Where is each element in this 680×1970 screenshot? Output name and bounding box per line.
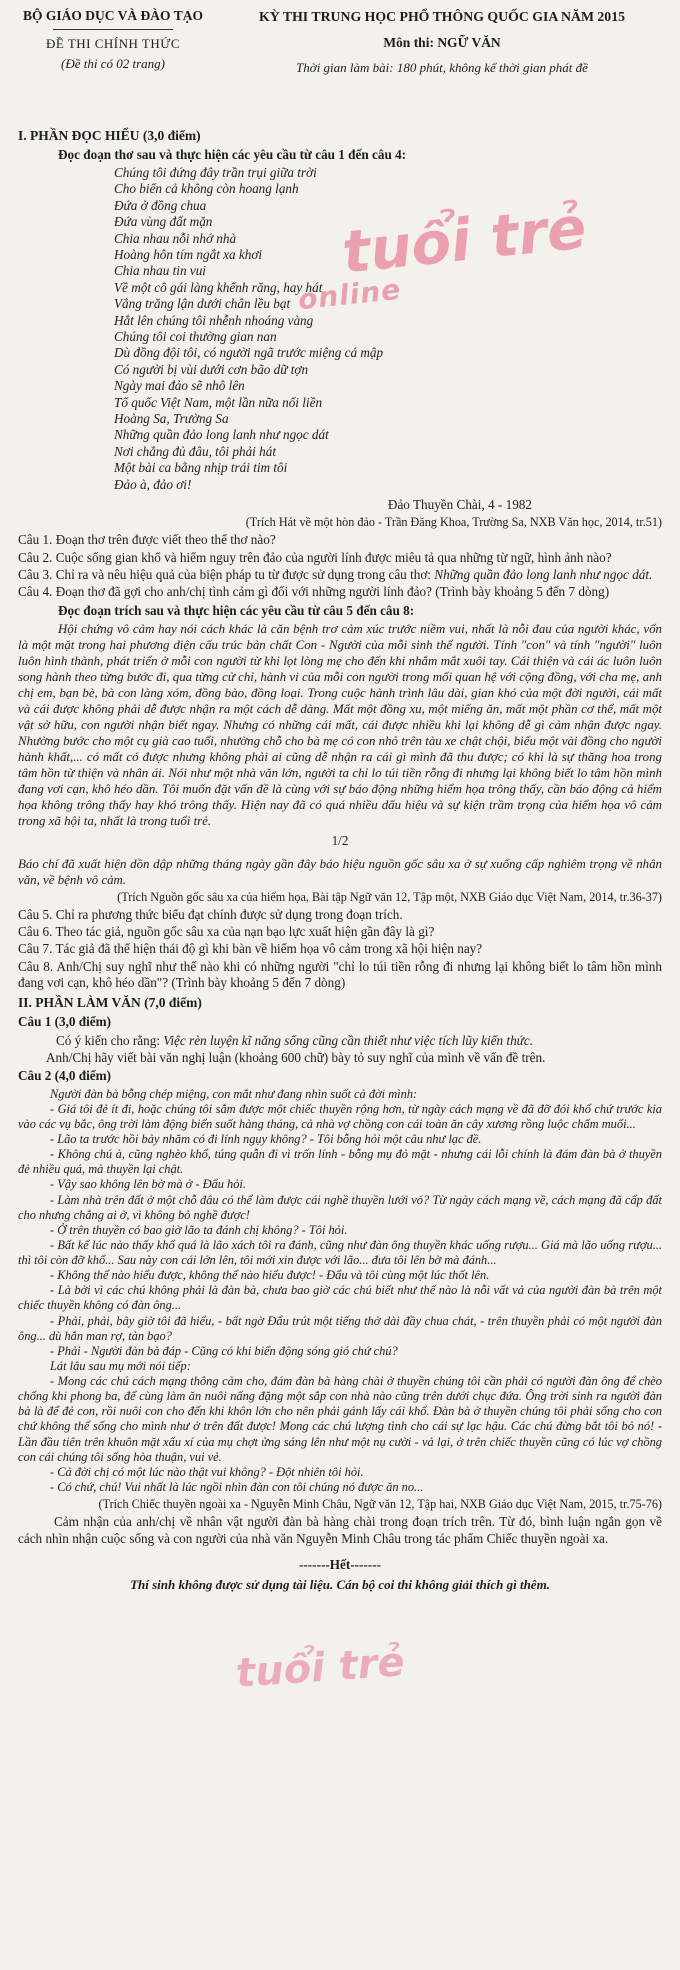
story-paragraph: Lát lâu sau mụ mới nói tiếp:	[50, 1358, 191, 1373]
poem-line: Dù đồng đội tôi, có người ngã trước miệng cá mập	[114, 345, 384, 361]
story-paragraph: - Vậy sao không lên bờ mà ở - Đẩu hỏi.	[50, 1177, 246, 1192]
story-excerpt	[18, 1087, 662, 1495]
question-6: Câu 6. Theo tác giả, nguồn gốc sâu xa của nạn bạo lực xuất hiện gần đây là gì?	[18, 924, 435, 940]
story-paragraph: - Có chứ, chú! Vui nhất là lúc ngồi nhìn đàn con tôi chúng nó được ăn no...	[50, 1479, 424, 1494]
ministry-name: BỘ GIÁO DỤC VÀ ĐÀO TẠO	[23, 8, 203, 23]
story-paragraph: - Lão ta trước hồi bảy nhăm có đi lính ngụy không? - Tôi bỗng hỏi một câu như lạc đề.	[50, 1132, 482, 1147]
question-8: Câu 8. Anh/Chị suy nghĩ như thế nào khi có những người "chỉ lo túi tiền rỗng đi nhưng lại không biết lo tâm hồn mình đang vơi cạn, khô héo dần"? (Trình bày khoảng 5 đến 7 dòng)	[18, 958, 662, 991]
story-paragraph: - Không thể nào hiểu được, không thể nào hiểu được! - Đẩu và tôi cùng một lúc thốt lên.	[50, 1268, 490, 1283]
question-4: Câu 4. Đoạn thơ đã gợi cho anh/chị tình cảm gì đối với những người lính đảo? (Trình bày khoảng 5 đến 7 dòng)	[18, 584, 610, 600]
question-7: Câu 7. Tác giả đã thể hiện thái độ gì khi bàn về hiểm họa vô cảm trong xã hội hiện nay?	[18, 941, 483, 957]
essay-1-title: Câu 1 (3,0 điểm)	[18, 1014, 112, 1030]
exam-title: KỲ THI TRUNG HỌC PHỔ THÔNG QUỐC GIA NĂM 2015	[258, 9, 626, 24]
essay-1-quote: Việc rèn luyện kĩ năng sống cũng cần thiết như việc tích lũy kiến thức.	[163, 1032, 534, 1048]
story-paragraph: - Giá tôi đẻ ít đi, hoặc chúng tôi sắm được một chiếc thuyền rộng hơn, từ ngày cách mạng về đã đỡ đói khổ chứ trước kia vào các vụ bắc, ông trời làm động biển suốt hàng tháng, cả nhà vợ chồng con cái toàn ăn cây xương rồng luộc chấm muối...	[18, 1101, 662, 1131]
exam-note: Thí sinh không được sử dụng tài liệu. Cán bộ coi thi không giải thích gì thêm.	[130, 1577, 550, 1593]
poem-line: Cho biển cả không còn hoang lạnh	[114, 181, 299, 197]
essay-2-task: Cảm nhận của anh/chị về nhân vật người đàn bà hàng chài trong đoạn trích trên. Từ đó, bình luận ngắn gọn về cách nhìn nhận cuộc sống và con người của nhà văn Nguyễn Minh Châu trong tác phẩm Chiếc thuyền ngoài xa.	[18, 1514, 662, 1546]
poem-line: Một bài ca bằng nhịp trái tim tôi	[114, 460, 288, 476]
story-paragraph: - Bất kể lúc nào thấy khổ quá là lão xách tôi ra đánh, cũng như đàn ông thuyền khác uống rượu... Giá mà lão uống rượu... thì tôi còn đỡ khổ... Sau này con cái lớn lên, tôi mới xin được với lão... đưa tôi lên bờ mà đánh...	[18, 1237, 662, 1268]
poem-line: Có người bị vùi dưới cơn bão dữ tợn	[114, 361, 309, 377]
exam-header	[18, 6, 662, 124]
part2-title: II. PHẦN LÀM VĂN (7,0 điểm)	[18, 995, 202, 1011]
essay-2-title: Câu 2 (4,0 điểm)	[18, 1068, 112, 1084]
prose-excerpt: Hội chứng vô cảm hay nói cách khác là căn bệnh trơ cảm xúc trước niềm vui, nhất là nỗi đau của người khác, vốn là một mặt trong hai phương diện cấu trúc bản chất Con - Người của mỗi sinh thể người. Tính "con" và tính "người" luôn luôn hình thành, phát triển ở mỗi con người từ khi lọt lòng mẹ cho đến khi nhắm mắt xuôi tay. Cái thiện và cái ác luôn luôn song hành theo từng bước đi, qua từng cử chỉ, hành vi của mỗi con người trong mối quan hệ với cộng đồng, với cha mẹ, anh chị em, bạn bè, bà con làng xóm, đồng bào, đồng loại. Trong cuộc hành trình lâu dài, gian khó của một đời người, cái mất và cái được không phải dễ được nhận ra một cách dễ dàng. Mất một đồng xu, một miếng ăn, mất một phần cơ thể, mất một vật sở hữu, con người nhận biết ngay. Nhưng có những cái mất, cái được nhiều khi lại không dễ gì cảm nhận được ngay. Nhường bước cho một cụ già cao tuổi, nhường chỗ cho bà mẹ có con nhỏ trên tàu xe chật chội, biếu một vài đồng cho người hành khất,... có mất có được nhưng không phải ai cũng dễ nhận ra cái gì mình đã thu được; có khi là sự thăng hoa trong tâm hồn từ thiện và nhân ái. Nói như một nhà văn lớn, người ta chỉ lo túi tiền rỗng đi nhưng lại không biết lo tâm hồn mình đang vơi cạn, khô héo dần. Tôi muốn đặt vấn đề là cùng với sự báo động những hiểm họa trông thấy, cần báo động cả hiểm họa không trông thấy hay khó trông thấy. Hiện nay đã có quá nhiều dấu hiệu và sự kiện trầm trọng của hiểm họa vô cảm trong xã hội ta, nhất là trong tuổi trẻ.	[18, 622, 662, 829]
poem-line: Nơi chẳng đủ đâu, tôi phải hát	[114, 443, 276, 459]
poem-line: Những quần đảo long lanh như ngọc dát	[114, 427, 329, 443]
poem-line: Tổ quốc Việt Nam, một lần nữa nối liền	[114, 394, 323, 410]
story-paragraph: - Cả đời chị có một lúc nào thật vui không? - Đột nhiên tôi hỏi.	[50, 1464, 364, 1479]
poem-line: Hoàng hôn tím ngắt xa khơi	[114, 247, 263, 263]
poem-line: Hắt lên chúng tôi nhễnh nhoáng vàng	[114, 312, 314, 328]
question-3-text: Câu 3. Chỉ ra và nêu hiệu quả của biện pháp tu từ được sử dụng trong câu thơ:	[18, 567, 435, 583]
poem-line: Chúng tôi đứng đây trần trụi giữa trời	[114, 165, 317, 181]
part1-title: I. PHẦN ĐỌC HIỂU (3,0 điểm)	[18, 128, 201, 143]
story-paragraph: - Phải - Người đàn bà đáp - Cũng có khi biển động sóng gió chứ chú?	[50, 1343, 398, 1358]
story-paragraph: - Phải, phải, bây giờ tôi đã hiểu, - bất ngờ Đẩu trút một tiếng thở dài đầy chua chát, - trên thuyền phải có một người đàn ông... dù hắn man rợ, tàn bạo?	[18, 1313, 662, 1343]
essay-1-prompt	[56, 1033, 662, 1049]
header-left	[18, 6, 208, 72]
poem-line: Đảo à, đảo ơi!	[114, 476, 192, 492]
watermark-logo: tuổi trẻ	[339, 193, 590, 287]
story-paragraph: - Là bởi vì các chú không phải là đàn bà, chưa bao giờ các chú biết như thế nào là nỗi vất vả của người đàn bà trên một chiếc thuyền không có đàn ông...	[18, 1283, 662, 1313]
poem-line: Vắng trăng lận dưới chân lều bạt	[114, 296, 291, 312]
end-marker: -------Hết-------	[299, 1556, 381, 1572]
part1-instruction-2: Đọc đoạn trích sau và thực hiện các yêu cầu từ câu 5 đến câu 8:	[58, 602, 415, 618]
question-3	[18, 567, 662, 583]
poem	[114, 165, 662, 493]
time-limit: Thời gian làm bài: 180 phút, không kể thời gian phát đề	[296, 59, 588, 75]
story-paragraph: Người đàn bà bỗng chép miệng, con mắt như đang nhìn suốt cả đời mình:	[50, 1086, 418, 1101]
header-rule	[53, 29, 173, 30]
subject-title: Môn thi: NGỮ VĂN	[383, 35, 501, 51]
story-paragraph: - Mong các chú cách mạng thông cảm cho, đám đàn bà hàng chài ở thuyền chúng tôi cần phải có người đàn ông để chèo chống khi phong ba, để cùng làm ăn nuôi nấng đặng một sắp con nhà nào cũng trên dưới chục đứa. Ông trời sinh ra người đàn bà là để đẻ con, rồi nuôi con cho đến khi khôn lớn cho nên phải gánh lấy cái khổ. Đàn bà ở thuyền chúng tôi phải sống cho con chứ không thể sống cho mình như ở trên đất được! Mong các chú lượng tình cho cái sự lạc hậu. Các chú đừng bắt tôi bỏ nó! - Lần đầu tiên trên khuôn mặt xấu xí của mụ chợt ửng sáng lên như một nụ cười - vả lại, ở trên chiếc thuyền cũng có lúc vợ chồng con cái chúng tôi sống hòa thuận, vui vẻ.	[18, 1374, 662, 1464]
story-paragraph: - Ở trên thuyền có bao giờ lão ta đánh chị không? - Tôi hỏi.	[50, 1222, 348, 1237]
prose-citation: (Trích Nguồn gốc sâu xa của hiểm họa, Bài tập Ngữ văn 12, Tập một, NXB Giáo dục Việt Nam, 2014, tr.36-37)	[117, 889, 662, 904]
question-3-quote: Những quần đảo long lanh như ngọc dát.	[434, 567, 653, 583]
essay-1-lead: Có ý kiến cho rằng:	[56, 1032, 164, 1048]
watermark-logo-2: tuổi trẻ	[234, 1639, 407, 1697]
poem-line: Chia nhau nỗi nhớ nhà	[114, 230, 237, 246]
prose-excerpt-continued: Báo chí đã xuất hiện dồn dập những tháng ngày gần đây báo hiệu nguồn gốc sâu xa ở sự xuống cấp nghiêm trọng về nhân văn, về bệnh vô cảm.	[18, 856, 662, 887]
poem-line: Đứa ở đồng chua	[114, 197, 207, 213]
poem-citation: (Trích Hát về một hòn đảo - Trần Đăng Khoa, Trường Sa, NXB Văn học, 2014, tr.51)	[245, 515, 662, 530]
part1-instruction-1: Đọc đoạn thơ sau và thực hiện các yêu cầu từ câu 1 đến câu 4:	[58, 146, 407, 162]
poem-line: Về một cô gái làng khểnh răng, hay hát	[114, 279, 323, 295]
watermark-sub: online	[296, 272, 403, 317]
poem-line: Hoàng Sa, Trường Sa	[114, 410, 229, 426]
poem-line: Chia nhau tin vui	[114, 263, 206, 279]
header-right	[222, 6, 662, 76]
poem-line: Chúng tôi coi thường gian nan	[114, 329, 277, 344]
poem-signature: Đảo Thuyền Chài, 4 - 1982	[387, 496, 532, 512]
story-paragraph: - Không chú à, cũng nghèo khổ, túng quẫn đi vì trốn lính - bỗng mụ đỏ mặt - nhưng cái lỗi chính là đám đàn bà ở thuyền đẻ nhiều quá, mà thuyền lại chật.	[18, 1147, 662, 1177]
question-2: Câu 2. Cuộc sống gian khổ và hiểm nguy trên đảo của người lính được miêu tả qua những từ ngữ, hình ảnh nào?	[18, 549, 612, 565]
page-count: (Đề thi có 02 trang)	[61, 55, 165, 71]
essay-1-task: Anh/Chị hãy viết bài văn nghị luận (khoảng 600 chữ) bày tỏ suy nghĩ của mình về vấn đề trên.	[46, 1049, 546, 1065]
question-1: Câu 1. Đoạn thơ trên được viết theo thể thơ nào?	[18, 532, 276, 548]
poem-line: Ngày mai đảo sẽ nhô lên	[114, 378, 245, 394]
official-label: ĐỀ THI CHÍNH THỨC	[45, 35, 181, 51]
page-number: 1/2	[331, 833, 349, 849]
story-paragraph: - Làm nhà trên đất ở một chỗ đâu có thể làm được cái nghề thuyền lưới vó? Từ ngày cách mạng về, cách mạng đã cấp đất cho nhưng chẳng ai ở, vì không bỏ nghề được!	[18, 1192, 662, 1222]
story-citation: (Trích Chiếc thuyền ngoài xa - Nguyễn Minh Châu, Ngữ văn 12, Tập hai, NXB Giáo dục Việt Nam, 2015, tr.75-76)	[98, 1497, 662, 1512]
poem-line: Đứa vùng đất mặn	[114, 214, 213, 230]
question-5: Câu 5. Chỉ ra phương thức biểu đạt chính được sử dụng trong đoạn trích.	[18, 906, 403, 922]
